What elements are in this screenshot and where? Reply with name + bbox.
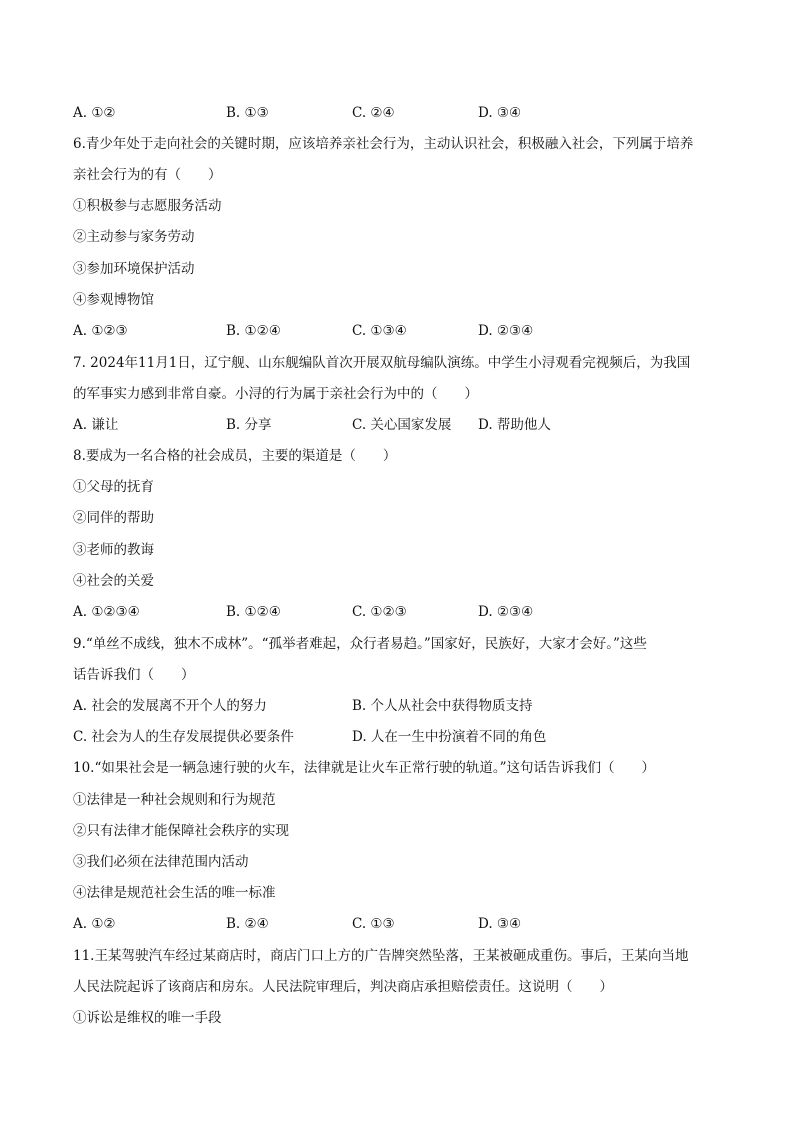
q8-item-4: ④社会的关爱 (73, 573, 154, 589)
q7-option-b: B. 分享 (226, 417, 272, 433)
q5-option-a: A. ①② (73, 105, 116, 121)
q7-option-d: D. 帮助他人 (478, 417, 551, 433)
q6-item-3: ③参加环境保护活动 (73, 261, 195, 277)
q8-stem-line1: 8.要成为一名合格的社会成员，主要的渠道是（ ） (73, 448, 397, 464)
q5-option-b: B. ①③ (226, 105, 269, 121)
q11-item-1: ①诉讼是维权的唯一手段 (73, 1010, 222, 1026)
q9-stem-line1: 9.“单丝不成线，独木不成林”。“孤举者难起，众行者易趋。”国家好，民族好，大家才会好。”这些 (73, 636, 647, 652)
q6-option-a: A. ①②③ (73, 323, 128, 339)
q9-option-d: D. 人在一生中扮演着不同的角色 (352, 729, 547, 745)
q8-item-1: ①父母的抚育 (73, 479, 154, 495)
q9-options-row2 (73, 728, 733, 746)
q7-stem-line1: 7. 2024年11月1日，辽宁舰、山东舰编队首次开展双航母编队演练。中学生小浔观看完视频后，为我国 (73, 355, 691, 371)
q8-option-d: D. ②③④ (478, 604, 534, 620)
q7-option-a: A. 谦让 (73, 417, 119, 433)
q11-stem-line2: 人民法院起诉了该商店和房东。人民法院审理后，判决商店承担赔偿责任。这说明（ ） (73, 979, 613, 995)
q10-option-d: D. ③④ (478, 916, 522, 932)
q6-item-4: ④参观博物馆 (73, 292, 154, 308)
q10-option-b: B. ②④ (226, 916, 269, 932)
q7-stem-line2: 的军事实力感到非常自豪。小浔的行为属于亲社会行为中的（ ） (73, 386, 478, 402)
q10-option-c: C. ①③ (352, 916, 395, 932)
q6-option-b: B. ①②④ (226, 323, 281, 339)
q9-options-row1 (73, 697, 733, 715)
q10-item-2: ②只有法律才能保障社会秩序的实现 (73, 823, 289, 839)
q6-option-c: C. ①③④ (352, 323, 407, 339)
q8-option-a: A. ①②③④ (73, 604, 140, 620)
q10-item-1: ①法律是一种社会规则和行为规范 (73, 792, 276, 808)
q10-options (73, 915, 733, 933)
q10-option-a: A. ①② (73, 916, 116, 932)
q9-stem-line2: 话告诉我们（ ） (73, 667, 195, 683)
q8-options (73, 603, 733, 621)
q6-item-1: ①积极参与志愿服务活动 (73, 198, 222, 214)
q8-item-3: ③老师的教诲 (73, 542, 154, 558)
q11-stem-line1: 11.王某驾驶汽车经过某商店时，商店门口上方的广告牌突然坠落，王某被砸成重伤。事后，王某向当地 (73, 948, 689, 964)
q7-option-c: C. 关心国家发展 (352, 417, 452, 433)
q6-option-d: D. ②③④ (478, 323, 534, 339)
q9-option-b: B. 个人从社会中获得物质支持 (352, 698, 533, 714)
q6-stem-line1: 6.青少年处于走向社会的关键时期，应该培养亲社会行为，主动认识社会，积极融入社会，下列属于培养 (73, 136, 694, 152)
q10-item-3: ③我们必须在法律范围内活动 (73, 854, 249, 870)
q5-option-c: C. ②④ (352, 105, 395, 121)
q10-stem-line1: 10.“如果社会是一辆急速行驶的火车，法律就是让火车正常行驶的轨道。”这句话告诉我们（ ） (73, 760, 656, 776)
q6-stem-line2: 亲社会行为的有（ ） (73, 167, 222, 183)
q9-option-c: C. 社会为人的生存发展提供必要条件 (73, 729, 294, 745)
q8-option-b: B. ①②④ (226, 604, 281, 620)
q6-options (73, 322, 733, 340)
q6-item-2: ②主动参与家务劳动 (73, 229, 195, 245)
q5-options (73, 104, 733, 122)
q8-item-2: ②同伴的帮助 (73, 510, 154, 526)
q10-item-4: ④法律是规范社会生活的唯一标准 (73, 885, 276, 901)
q9-option-a: A. 社会的发展离不开个人的努力 (73, 698, 267, 714)
q7-options (73, 416, 733, 434)
q5-option-d: D. ③④ (478, 105, 522, 121)
q8-option-c: C. ①②③ (352, 604, 407, 620)
